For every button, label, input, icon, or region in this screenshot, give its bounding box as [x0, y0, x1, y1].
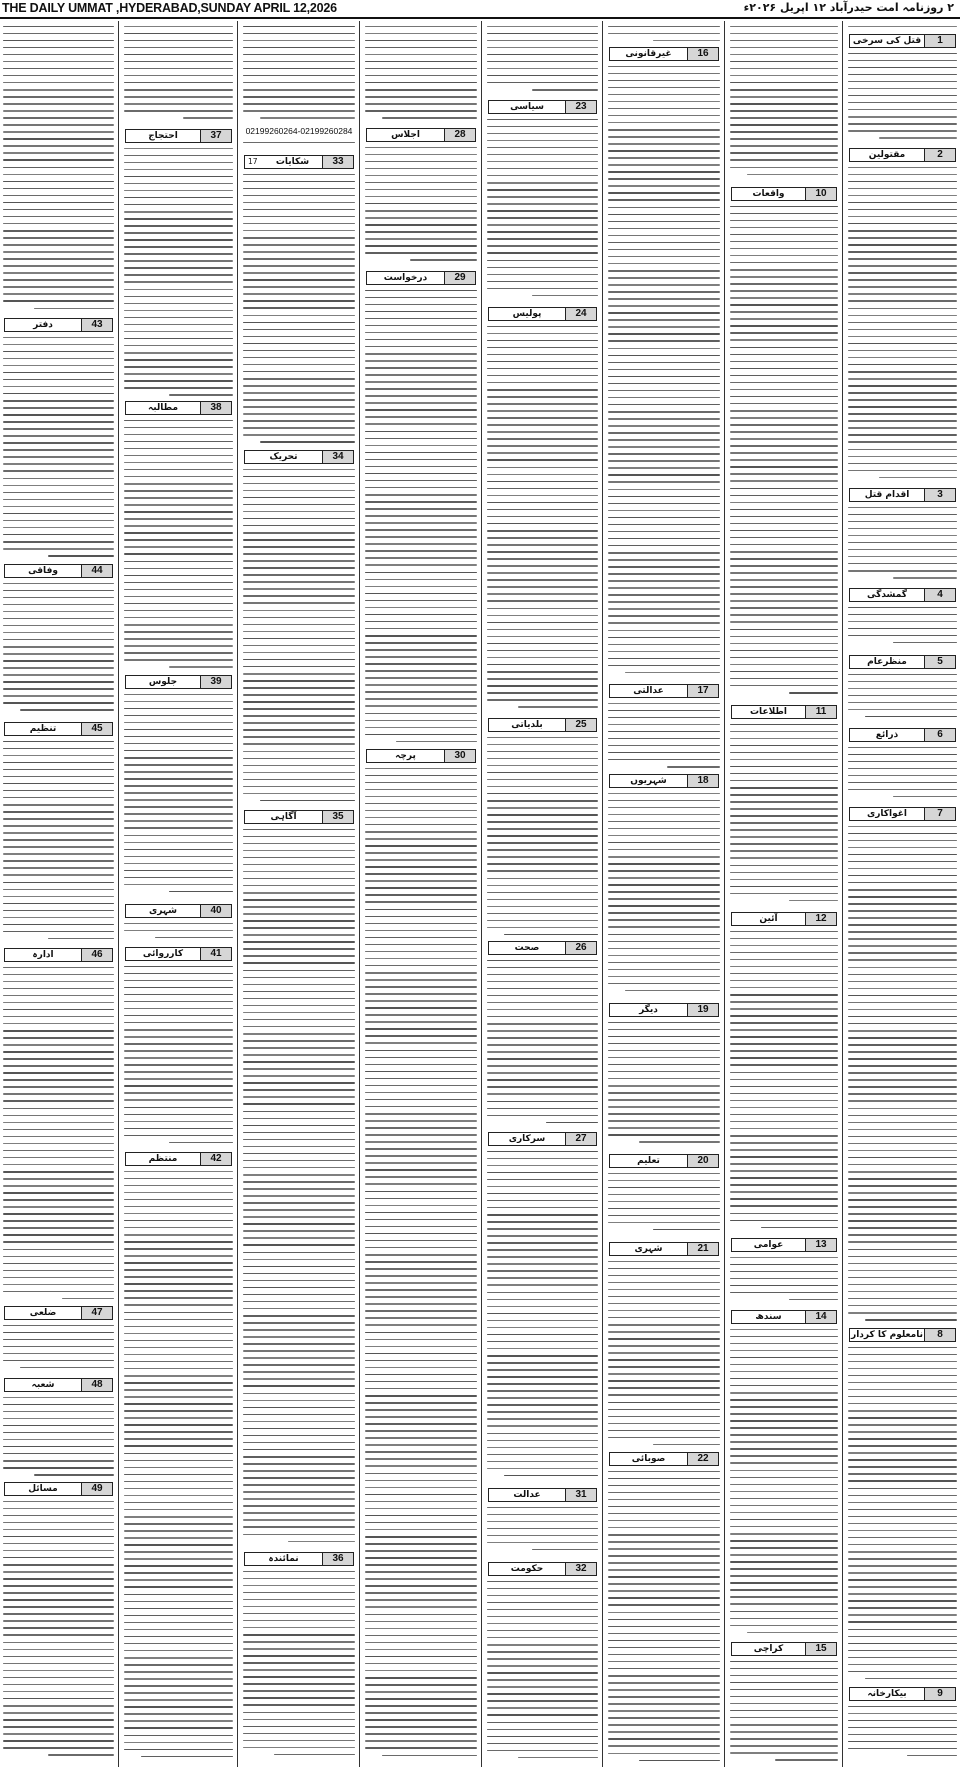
section-label: منظرعام	[867, 657, 907, 667]
section-header	[849, 1687, 956, 1701]
text-block	[484, 116, 601, 305]
text-block	[484, 1504, 601, 1560]
section-number: 39	[200, 676, 231, 688]
text-block	[845, 1344, 960, 1685]
text-block	[0, 334, 117, 562]
section-header	[4, 564, 113, 578]
text-block	[0, 964, 117, 1304]
text-block	[240, 23, 358, 123]
section-label: دفتر	[33, 320, 53, 330]
section-label: شکایات	[275, 157, 310, 167]
text-block	[845, 164, 960, 486]
text-block	[362, 23, 480, 126]
text-block	[605, 790, 723, 1001]
section-label: بیکارخانہ	[867, 1689, 907, 1699]
section-header	[488, 941, 597, 955]
text-block	[605, 1019, 723, 1152]
section-number: 43	[81, 319, 112, 331]
section-number: 33	[322, 156, 353, 168]
section-label: تنظیم	[29, 724, 57, 734]
section-number: 37	[200, 130, 231, 142]
section-header	[488, 718, 597, 732]
section-header	[125, 675, 232, 689]
text-block	[0, 1394, 117, 1480]
text-block	[0, 1498, 117, 1765]
text-block	[121, 963, 236, 1150]
section-header	[488, 100, 597, 114]
section-header	[4, 1378, 113, 1392]
text-block	[484, 734, 601, 939]
column-divider	[237, 21, 238, 1767]
section-label: غیرقانونی	[625, 49, 672, 59]
text-block	[845, 23, 960, 32]
section-header	[125, 947, 232, 961]
section-label: صحت	[514, 943, 540, 953]
section-number: 3	[924, 489, 955, 501]
section-header	[4, 1306, 113, 1320]
text-block	[121, 1168, 236, 1765]
section-label: گمشدگی	[867, 590, 907, 600]
text-block	[0, 23, 117, 316]
section-number: 19	[687, 1004, 718, 1016]
section-header	[849, 1328, 956, 1342]
text-block	[845, 1703, 960, 1765]
column-divider	[118, 21, 119, 1767]
section-label: مطالبہ	[147, 403, 179, 413]
section-number: 6	[924, 729, 955, 741]
section-header	[731, 912, 837, 926]
text-block	[484, 1148, 601, 1486]
section-label: اغواکاری	[866, 809, 907, 819]
section-header	[849, 588, 956, 602]
section-number: 25	[565, 719, 596, 731]
section-number: 29	[444, 272, 475, 284]
text-block	[605, 700, 723, 772]
newspaper-column	[605, 21, 723, 1767]
text-block	[0, 1322, 117, 1376]
text-block	[362, 287, 480, 747]
text-block	[605, 1170, 723, 1240]
text-block	[362, 765, 480, 1765]
section-number: 31	[565, 1489, 596, 1501]
section-label: پولیس	[512, 309, 542, 319]
newspaper-column	[727, 21, 841, 1767]
section-header	[125, 129, 232, 143]
section-header	[488, 1562, 597, 1576]
text-block	[605, 23, 723, 45]
text-block	[845, 744, 960, 805]
section-header	[609, 1154, 719, 1168]
section-label: احتجاج	[148, 131, 178, 141]
section-header	[731, 187, 837, 201]
section-number: 5	[924, 656, 955, 668]
section-header	[244, 810, 354, 824]
section-label: عوامی	[753, 1240, 784, 1250]
text-block	[727, 1254, 841, 1308]
section-header	[609, 774, 719, 788]
section-number: 22	[687, 1453, 718, 1465]
section-number: 49	[81, 1483, 112, 1495]
section-label: حکومت	[510, 1564, 544, 1574]
section-header	[731, 705, 837, 719]
section-number: 18	[687, 775, 718, 787]
section-label: تحریک	[269, 452, 298, 462]
section-header	[488, 307, 597, 321]
section-number: 7	[924, 808, 955, 820]
section-header	[609, 47, 719, 61]
text-block	[727, 23, 841, 185]
section-label: آئین	[759, 914, 778, 924]
section-number: 9	[924, 1688, 955, 1700]
section-number: 45	[81, 723, 112, 735]
text-block	[362, 144, 480, 269]
column-divider	[842, 21, 843, 1767]
section-label: عدالتی	[633, 686, 664, 696]
text-block	[845, 823, 960, 1326]
section-number: 48	[81, 1379, 112, 1391]
text-block	[0, 580, 117, 720]
section-label: ادارہ	[32, 950, 54, 960]
section-header	[488, 1488, 597, 1502]
paper-title: THE DAILY UMMAT ,HYDERABAD,SUNDAY APRIL 12,2026	[2, 1, 337, 15]
section-number: 8	[924, 1329, 955, 1341]
section-label: اطلاعات	[750, 707, 787, 717]
section-number: 1	[924, 35, 955, 47]
section-header	[244, 1552, 354, 1566]
section-label: درخواست	[383, 273, 428, 283]
section-number: 24	[565, 308, 596, 320]
section-header	[244, 450, 354, 464]
section-label: سیاسی	[510, 102, 544, 112]
section-label: نمائندہ	[268, 1554, 299, 1564]
section-header	[849, 655, 956, 669]
newspaper-column	[362, 21, 480, 1767]
section-number: 38	[200, 402, 231, 414]
section-header	[731, 1310, 837, 1324]
section-label: ضلعی	[29, 1308, 57, 1318]
section-caption: 17	[248, 157, 258, 166]
section-label: شعبہ	[31, 1380, 55, 1390]
newspaper-column	[484, 21, 601, 1767]
newspaper-column	[240, 21, 358, 1767]
section-header	[609, 1242, 719, 1256]
section-number: 20	[687, 1155, 718, 1167]
text-block	[727, 1326, 841, 1640]
text-block	[121, 920, 236, 945]
section-label: جلوس	[148, 677, 178, 687]
section-header	[849, 728, 956, 742]
section-label: قتل کی سرخی	[852, 36, 922, 46]
newspaper-column	[0, 21, 117, 1767]
section-header	[609, 1003, 719, 1017]
section-label: کراچی	[753, 1644, 784, 1654]
section-number: 46	[81, 949, 112, 961]
column-divider	[602, 21, 603, 1767]
section-header	[849, 148, 956, 162]
section-label: شہریوں	[630, 776, 667, 786]
text-block	[240, 1568, 358, 1765]
section-number: 12	[805, 913, 836, 925]
section-number: 41	[200, 948, 231, 960]
section-label: مقتولین	[868, 150, 906, 160]
text-block	[0, 738, 117, 946]
section-label: اقدام قتل	[864, 490, 910, 500]
section-header	[609, 1452, 719, 1466]
section-number: 17	[687, 685, 718, 697]
section-number: 2	[924, 149, 955, 161]
section-header	[125, 401, 232, 415]
section-number: 26	[565, 942, 596, 954]
section-label: وفاقی	[28, 566, 58, 576]
section-number: 32	[565, 1563, 596, 1575]
section-label: عدالت	[513, 1490, 541, 1500]
section-label: پرچہ	[395, 751, 416, 761]
text-block	[727, 203, 841, 703]
section-header	[366, 749, 476, 763]
section-number: 23	[565, 101, 596, 113]
section-number: 16	[687, 48, 718, 60]
section-number: 35	[322, 811, 353, 823]
section-label: نامعلوم کا کردار	[851, 1330, 923, 1340]
text-block	[240, 826, 358, 1550]
section-number: 21	[687, 1243, 718, 1255]
section-number: 47	[81, 1307, 112, 1319]
text-block	[727, 928, 841, 1236]
section-header	[731, 1642, 837, 1656]
section-header	[244, 155, 354, 169]
section-number: 28	[444, 129, 475, 141]
section-label: شہری	[634, 1244, 663, 1254]
masthead-rule	[0, 17, 960, 19]
column-divider	[481, 21, 482, 1767]
section-number: 14	[805, 1311, 836, 1323]
section-number: 42	[200, 1153, 231, 1165]
text-block	[484, 1578, 601, 1765]
section-number: 34	[322, 451, 353, 463]
text-block	[845, 671, 960, 726]
section-label: واقعات	[752, 189, 785, 199]
section-label: دیگر	[639, 1005, 658, 1015]
section-label: ذرائع	[875, 730, 899, 740]
text-block	[121, 23, 236, 127]
section-label: اجلاس	[391, 130, 420, 140]
text-block	[121, 417, 236, 673]
section-label: کارروائی	[142, 949, 184, 959]
section-header	[609, 684, 719, 698]
section-number: 27	[565, 1133, 596, 1145]
section-number: 13	[805, 1239, 836, 1251]
column-divider	[359, 21, 360, 1767]
section-header	[366, 128, 476, 142]
text-block	[727, 721, 841, 910]
section-header	[125, 1152, 232, 1166]
text-block	[240, 466, 358, 808]
section-label: بلدیاتی	[511, 720, 543, 730]
text-block	[484, 323, 601, 716]
text-block	[845, 50, 960, 146]
text-block	[121, 691, 236, 902]
section-header	[4, 722, 113, 736]
text-block	[121, 145, 236, 399]
section-number: 40	[200, 905, 231, 917]
text-block	[727, 1658, 841, 1765]
section-label: صوبائی	[631, 1454, 666, 1464]
text-block	[484, 957, 601, 1130]
section-label: تعلیم	[637, 1156, 660, 1166]
text-block	[845, 504, 960, 586]
section-number: 36	[322, 1553, 353, 1565]
section-number: 30	[444, 750, 475, 762]
section-number: 15	[805, 1643, 836, 1655]
section-label: آگاہی	[270, 812, 297, 822]
text-block	[240, 171, 358, 448]
section-label: منتظم	[148, 1154, 178, 1164]
section-number: 4	[924, 589, 955, 601]
section-header	[4, 1482, 113, 1496]
text-block	[605, 1468, 723, 1765]
section-label: مسائل	[28, 1484, 58, 1494]
section-header	[849, 807, 956, 821]
urdu-masthead: ۲ روزنامہ امت حیدرآباد ۱۲ اپریل ۲۰۲۶ء	[743, 1, 954, 14]
section-header	[125, 904, 232, 918]
section-header	[366, 271, 476, 285]
newspaper-column	[845, 21, 960, 1767]
section-header	[849, 488, 956, 502]
section-header	[488, 1132, 597, 1146]
text-block	[240, 139, 358, 153]
text-block	[605, 1258, 723, 1450]
section-header	[731, 1238, 837, 1252]
section-label: شہری	[149, 906, 177, 916]
section-header	[4, 318, 113, 332]
phone-numbers: 02199260264-02199260284	[245, 126, 353, 136]
text-block	[484, 23, 601, 98]
section-label: سندھ	[755, 1312, 782, 1322]
section-header	[4, 948, 113, 962]
section-number: 10	[805, 188, 836, 200]
column-divider	[724, 21, 725, 1767]
section-label: سرکاری	[508, 1134, 546, 1144]
text-block	[845, 604, 960, 653]
newspaper-column	[121, 21, 236, 1767]
section-header	[849, 34, 956, 48]
text-block	[605, 63, 723, 682]
section-number: 44	[81, 565, 112, 577]
masthead-bar	[0, 0, 960, 18]
section-number: 11	[805, 706, 836, 718]
